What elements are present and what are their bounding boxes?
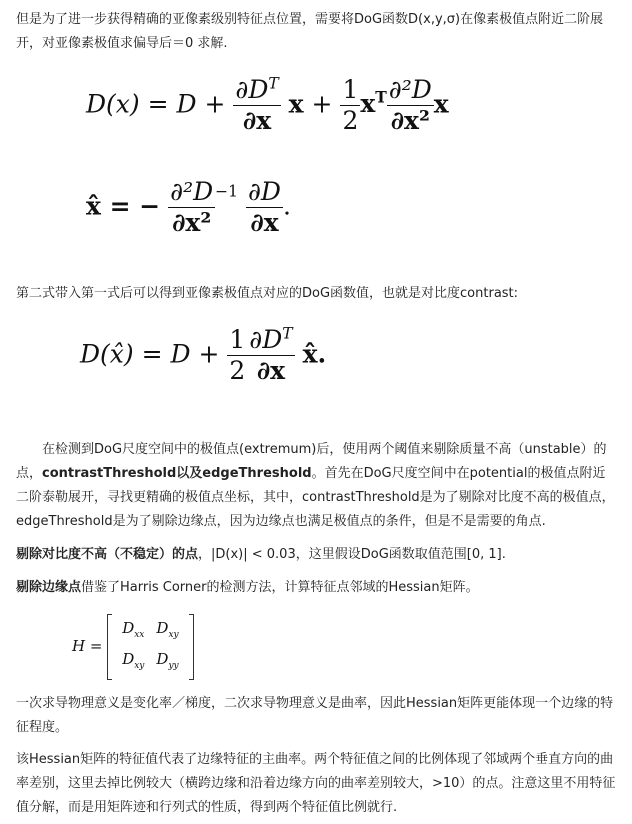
eq1-hessian-fraction: $\frac{\text{∂²D}}{\text{∂x²}}$ (388, 75, 432, 135)
eq2-lhs: x̂ = − (86, 191, 161, 221)
eq1-lhs: D(x) = D + (86, 89, 226, 119)
eq3-tail: x̂. (302, 339, 327, 369)
eq1-half: $\frac{1}{2}$ (342, 75, 359, 135)
edge-heading: 剔除边缘点 (16, 580, 82, 595)
equation-taylor-expansion (86, 76, 449, 136)
eq1-plus: + (311, 89, 333, 119)
threshold-names: contrastThreshold以及edgeThreshold (42, 466, 312, 481)
substitution-paragraph: 第二式带入第一式后可以得到亚像素极值点对应的DoG函数值，也就是对比度contrast: (16, 286, 519, 301)
equation-contrast-value (80, 326, 326, 386)
eq2-inverse-hessian: $\frac{\text{∂²D}}{\text{∂x²}}$ (170, 177, 214, 237)
eq2-gradient: $\frac{\partial D}{\partial x}$ (247, 177, 281, 237)
eq1-gradient-fraction: $\frac{\partial D^T}{\partial x}$ (235, 74, 279, 135)
derivative-meaning-paragraph: 一次求导物理意义是变化率／梯度，二次求导物理意义是曲率，因此Hessian矩阵更能体现一个边缘的特征程度。 (16, 696, 614, 735)
eq1-x: x (288, 89, 304, 119)
hessian-lhs: H = (72, 637, 103, 655)
eq1-xT: $x^T$ (360, 88, 387, 119)
low-contrast-heading: 剔除对比度不高（不稳定）的点 (16, 547, 199, 562)
hessian-matrix (107, 614, 193, 680)
matrix-dxy-bottom: $D_{xy}$ (122, 650, 145, 671)
eq3-half: $\frac{1}{2}$ (229, 325, 246, 385)
detection-paragraph: 在检测到DoG尺度空间中的极值点(extremum)后，使用两个阈值来剔除质量不高（unstable）的点，contrastThreshold以及edgeThreshold。首先在DoG尺度空间中在potential的极值点附近二阶泰勒展开，寻找更精确的极值点坐标，其中，contrastThreshold是为了剔除对比度不高的极值点，edgeThreshold是为了剔除边缘点，因为边缘点也满足极值点的条件，但是不是需要的角点. (16, 442, 615, 529)
hessian-matrix-equation (72, 614, 194, 680)
eq3-lhs: D(x̂) = D + (80, 339, 220, 369)
matrix-dxx: $D_{xx}$ (122, 619, 145, 640)
low-contrast-paragraph: 剔除对比度不高（不稳定）的点，|D(x)| < 0.03，这里假设DoG函数取值范围[0, 1]. (16, 547, 506, 562)
eq1-tail-x: x (433, 89, 449, 119)
eq3-gradient: $\frac{\partial D^T}{\partial x}$ (249, 324, 293, 385)
eigenvalue-paragraph: 该Hessian矩阵的特征值代表了边缘特征的主曲率。两个特征值之间的比例体现了邻域两个垂直方向的曲率差别，这里去掉比例较大（横跨边缘和沿着边缘方向的曲率差别较大，>10）的点。注意这里不用特征值分解，而是用矩阵迹和行列式的性质，得到两个特征值比例就行. (16, 752, 616, 815)
edge-paragraph: 剔除边缘点借鉴了Harris Corner的检测方法，计算特征点邻域的Hessian矩阵。 (16, 580, 479, 595)
matrix-dxy-top: $D_{xy}$ (156, 619, 179, 640)
matrix-dyy: $D_{yy}$ (156, 650, 179, 671)
eq2-period: . (282, 191, 291, 221)
equation-offset-solution (86, 178, 291, 238)
eq2-inverse-sup: −1 (215, 182, 239, 201)
intro-paragraph: 但是为了进一步获得精确的亚像素级别特征点位置，需要将DoG函数D(x,y,σ)在像素极值点附近二阶展开，对亚像素极值求偏导后＝0 求解. (16, 12, 604, 51)
